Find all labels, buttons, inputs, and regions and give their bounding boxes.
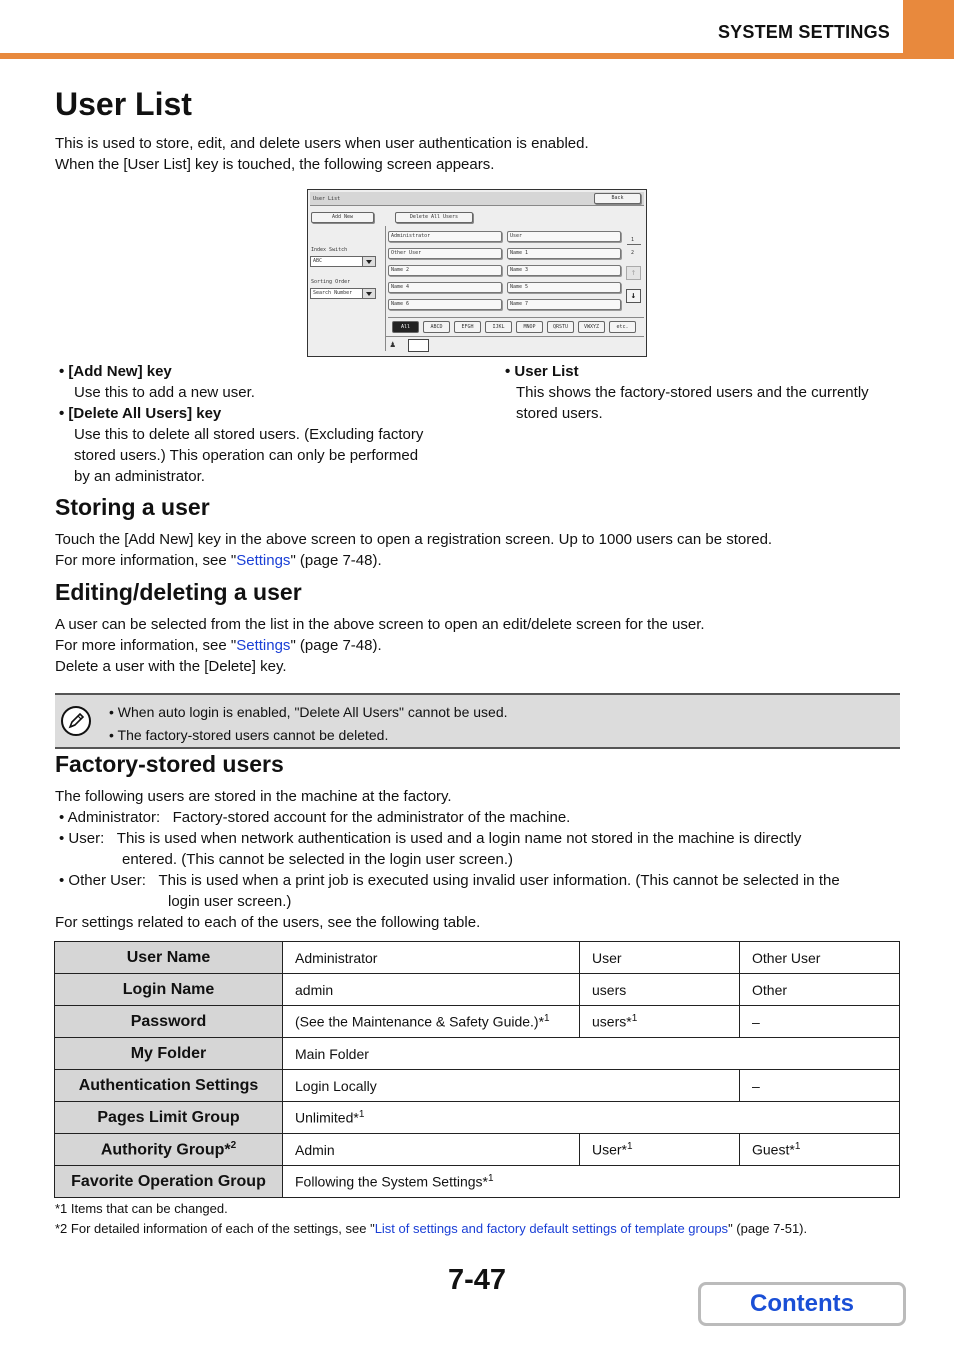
index-tab-efgh[interactable]: EFGH [454,321,481,333]
header-bar [0,53,954,59]
chevron-down-icon [362,289,375,298]
page-title: User List [55,86,192,122]
index-tab-etc[interactable]: etc. [609,321,636,333]
factory-user: • User: This is used when network authentication is used and a login name not stored in the machine is directly [59,830,802,847]
footnote-1: *1 Items that can be changed. [55,1201,228,1216]
pencil-note-icon [61,706,91,736]
table-row: My Folder Main Folder [55,1038,900,1070]
table-row: Favorite Operation Group Following the System Settings*$^1$ [55,1166,900,1198]
storing-text: Touch the [Add New] key in the above screen to open a registration screen. Up to 1000 users can be stored. For more information, see "Settings" (page 7-48). [55,531,773,569]
note-text: • When auto login is enabled, "Delete All Users" cannot be used. • The factory-stored users cannot be deleted. [109,704,508,743]
footnote-2: *2 For detailed information of each of the settings, see "List of settings and factory default settings of template groups" (page 7-51). [55,1221,808,1236]
index-tab-vwxyz[interactable]: VWXYZ [578,321,605,333]
user-list-item[interactable]: Name 5 [507,282,621,293]
status-box [408,339,429,352]
table-row: User Name Administrator User Other User [55,942,900,974]
factory-outro: For settings related to each of the users, see the following table. [55,914,481,931]
user-list-item[interactable]: User [507,231,621,242]
intro-text: This is used to store, edit, and delete users when user authentication is enabled. When the [User List] key is touched, the following screen appears. [55,135,589,173]
index-tab-all[interactable]: All [392,321,419,333]
note-box [55,693,900,749]
section-title: SYSTEM SETTINGS [717,22,890,42]
sorting-order-label: Sorting Order [311,279,351,285]
editing-text: A user can be selected from the list in the above screen to open an edit/delete screen for the user. For more information, see "Settings" (page 7-48). Delete a user with the [Delete] key. [55,616,705,675]
index-switch-label: Index Switch [311,247,348,253]
back-button[interactable]: Back [594,193,641,204]
factory-other: • Other User: This is used when a print job is executed using invalid user information. (This cannot be selected in the [59,872,840,889]
contents-button[interactable]: Contents [698,1282,906,1326]
arrow-down-icon[interactable]: ↓ [626,289,641,303]
delete-all-users-button[interactable]: Delete All Users [395,212,473,223]
sorting-order-select[interactable]: Search Number [310,288,376,299]
heading-storing: Storing a user [55,494,210,520]
index-tab-mnop[interactable]: MNOP [516,321,543,333]
user-status-icon: ♟ [390,340,396,350]
chevron-down-icon [362,257,375,266]
annotation-add-delete: • [Add New] key Use this to add a new user. • [Delete All Users] key Use this to delete all stored users. (Excluding factory stored users.) This operation can only be performed by an administrator. [59,363,424,485]
index-switch-select[interactable]: ABC [310,256,376,267]
settings-link[interactable]: Settings [236,637,291,654]
screen-titlebar [310,192,644,206]
user-list-item[interactable]: Name 7 [507,299,621,310]
user-list-screen [307,189,647,357]
factory-intro: The following users are stored in the machine at the factory. [55,788,452,805]
index-tab-abcd[interactable]: ABCD [423,321,450,333]
user-list-item[interactable]: Name 3 [507,265,621,276]
user-list-item[interactable]: Administrator [388,231,502,242]
heading-factory: Factory-stored users [55,751,284,777]
table-row: Password (See the Maintenance & Safety Guide.)*$^1$ users*$^1$ – [55,1006,900,1038]
page-total: 2 [631,250,635,256]
add-new-button[interactable]: Add New [311,212,374,223]
index-tab-qrstu[interactable]: QRSTU [547,321,574,333]
divider [385,226,386,351]
page-number: 7-47 [448,1264,507,1296]
user-list-item[interactable]: Other User [388,248,502,259]
page-current: 1 [631,237,635,243]
table-row: Authentication Settings Login Locally – [55,1070,900,1102]
user-list-item[interactable]: Name 4 [388,282,502,293]
table-row: Pages Limit Group Unlimited*$^1$ [55,1102,900,1134]
user-list-item[interactable]: Name 2 [388,265,502,276]
template-groups-link[interactable]: List of settings and factory default settings of template groups [374,1221,729,1236]
factory-users-table [54,941,900,1198]
user-list-item[interactable]: Name 1 [507,248,621,259]
user-list-item[interactable]: Name 6 [388,299,502,310]
heading-editing: Editing/deleting a user [55,579,302,605]
table-row: Authority Group*$^2$ Admin User*$^1$ Guest*$^1$ [55,1134,900,1166]
settings-link[interactable]: Settings [236,552,291,569]
screen-title: User List [313,196,341,202]
header-tab [903,0,954,55]
factory-admin: • Administrator: Factory-stored account for the administrator of the machine. [59,809,571,826]
arrow-up-icon[interactable]: ↑ [626,266,641,280]
table-row: Login Name admin users Other [55,974,900,1006]
index-tab-ijkl[interactable]: IJKL [485,321,512,333]
annotation-user-list: • User List This shows the factory-stored users and the currently stored users. [505,363,869,422]
